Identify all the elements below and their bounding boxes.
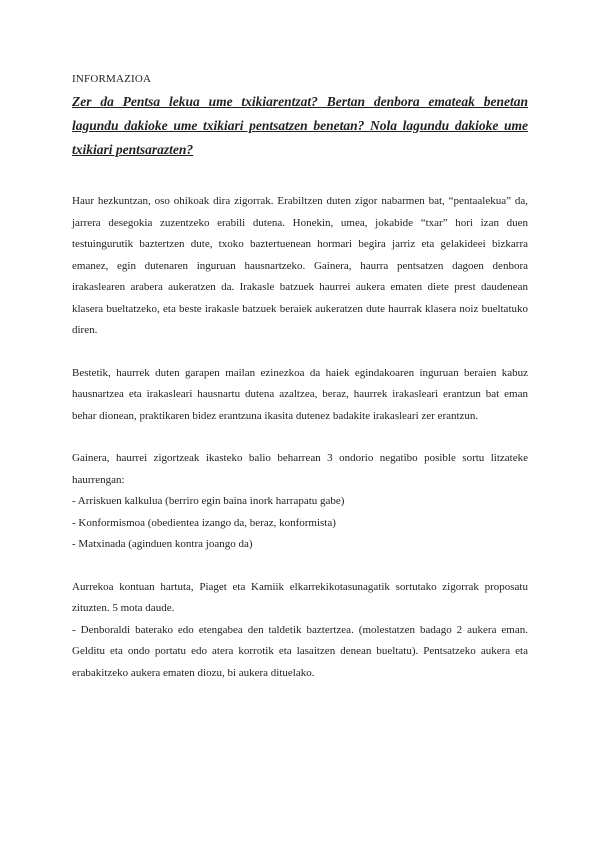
consequences-block <box>72 448 528 556</box>
list-item: - Konformismoa (obedientea izango da, beraz, konformista) <box>72 516 336 529</box>
paragraph-piaget: Aurrekoa kontuan hartuta, Piaget eta Kamiik elkarrekikotasunagatik sortutako zigorrak proposatu zituzten. 5 mota daude. <box>72 580 528 614</box>
paragraph-development: Bestetik, haurrek duten garapen mailan ezinezkoa da haiek egindakoaren inguruan beraien kabuz hausnartzea eta irakasleari hausnartu dutena azaltzea, beraz, haurrek irakasleari erantzun bat eman behar dionean, praktikaren bidez erantzuna ikasita dutenez badakite irakasleari zer erantzun. <box>72 366 528 422</box>
list-item: - Arriskuen kalkulua (berriro egin baina inork harrapatu gabe) <box>72 495 345 507</box>
document-title: Zer da Pentsa lekua ume txikiarentzat? Bertan denbora emateak benetan lagundu dakioke ume txikiari pentsatzen benetan? Nola lagundu dakioke ume txikiari pentsarazten? <box>72 94 528 157</box>
section-label: INFORMAZIOA <box>72 73 152 85</box>
list-item: - Denboraldi baterako edo etengabea den taldetik baztertzea. (molestatzen badago 2 aukera eman. Gelditu eta ondo portatu edo atera korrotik eta lasaitzen denean bueltatu). Pentsatzeko aukera eta erabakitzeko aukera ematen diozu, bi aukera dituelako. <box>72 623 528 679</box>
punishment-types-block <box>72 577 528 685</box>
document-page <box>72 72 528 684</box>
paragraph-consequences: Gainera, haurrei zigortzeak ikasteko balio beharrean 3 ondorio negatibo posible sortu litzateke haurrengan: <box>72 452 528 486</box>
consequences-list <box>72 491 528 556</box>
list-item: - Matxinada (aginduen kontra joango da) <box>72 538 253 550</box>
paragraph-intro: Haur hezkuntzan, oso ohikoak dira zigorrak. Erabiltzen duten zigor nabarmen bat, “pentaalekua” da, jarrera desegokia zuzentzeko erabili dutena. Honekin, umea, jokabide “txar” hori izan duen testuingurutik baztertzen dute, txoko baztertuenean hormari begira jarriz eta gelakideei bizkarra emanez, egin dutenaren inguruan hausnartzeko. Gainera, haurra pentsatzen dagoen denbora irakaslearen arabera aukeratzen da. Irakasle batzuek haurrei aukera ematen diete prest daudenean klasera bueltatzeko, eta beste irakasle batzuek beraiek aukeratzen dute haurrak klasera noiz bueltatuko diren. <box>72 195 528 336</box>
